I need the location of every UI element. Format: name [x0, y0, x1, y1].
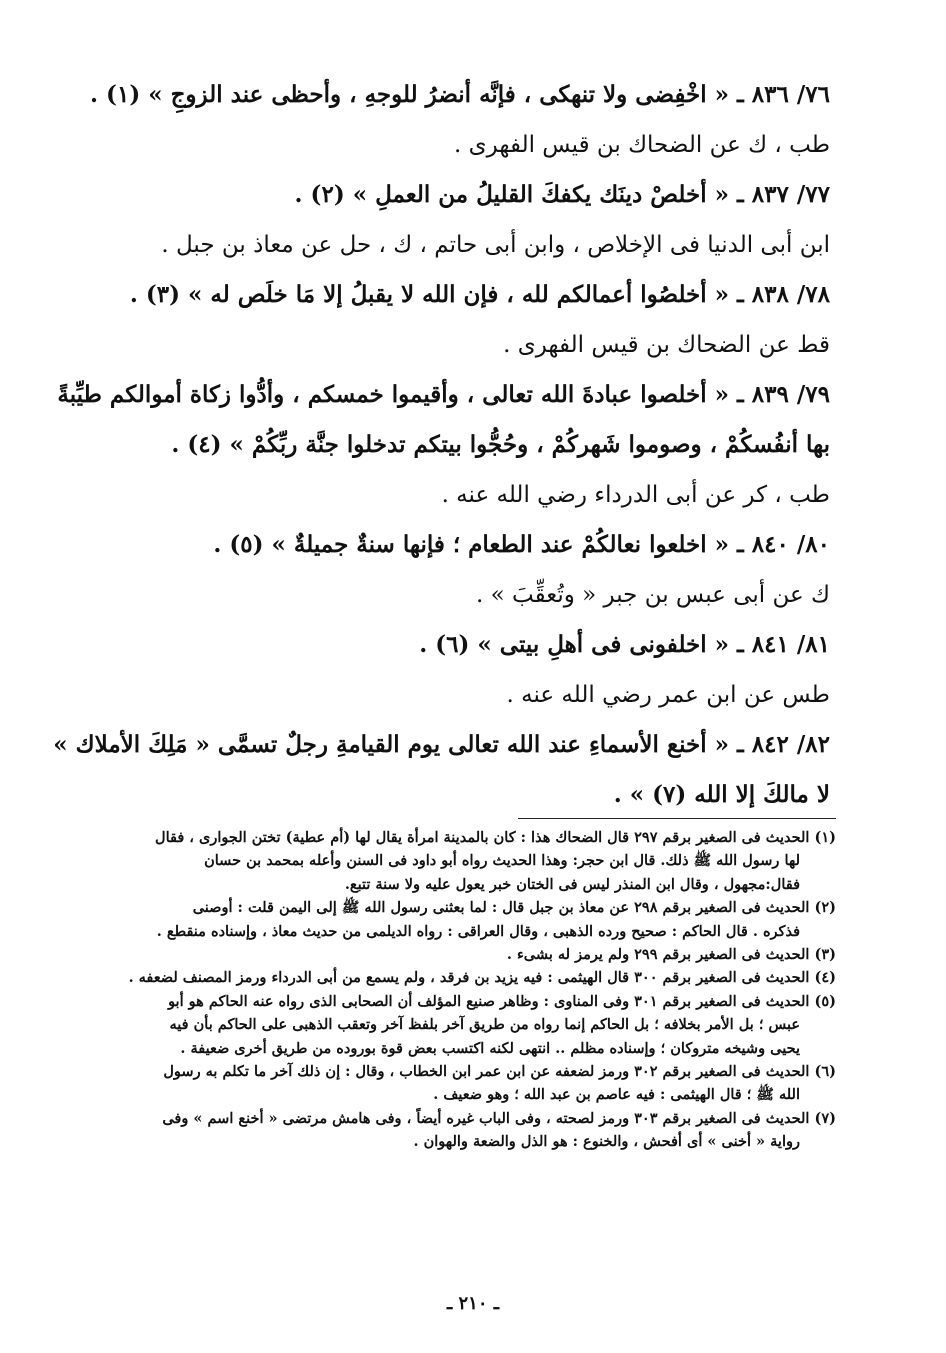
hadith-text	[53, 70, 830, 820]
footnote-line: (٧) الحديث فى الصغير برقم ٣٠٣ ورمز لصحته ، وفى الباب غيره أيضاً ، وفى هامش مرتضى « أخنع اسم » وفى	[162, 1109, 836, 1127]
source-836: طب ، ك عن الضحاك بن قيس الفهرى .	[454, 132, 830, 158]
hadith-837: ٧٧/ ٨٣٧ ـ « أخلصْ دينَك يكفكَ القليلُ من العملِ » (٢) .	[294, 181, 830, 208]
source-838: قط عن الضحاك بن قيس الفهرى .	[503, 332, 830, 358]
source-841: طس عن ابن عمر رضي الله عنه .	[506, 682, 830, 708]
hadith-838: ٧٨/ ٨٣٨ ـ « أخلصُوا أعمالكم لله ، فإن الله لا يقبلُ إلا مَا خلَص له » (٣) .	[129, 281, 830, 308]
footnote-line: (٤) الحديث فى الصغير برقم ٣٠٠ قال الهيثمى : فيه يزيد بن فرقد ، ولم يسمع من أبى الدرداء ورمز المصنف لضعفه .	[128, 969, 836, 987]
footnote-6	[100, 1060, 836, 1107]
footnote-line: فقال:مجهول ، وقال ابن المنذر ليس فى الختان خبر يعول عليه ولا سنة تتبع.	[344, 875, 800, 893]
hadith-842-line-2: لا مالكَ إلا الله (٧) » .	[613, 781, 830, 808]
footnote-line: فذكره . قال الحاكم : صحيح ورده الذهبى ، وقال العراقى : رواه الديلمى من حديث معاذ ، وإسناده منقطع .	[156, 922, 800, 940]
footnote-3	[100, 943, 836, 966]
footnote-line: يحيى وشيخه متروكان ؛ وإسناده مظلم .. انتهى لكنه اكتسب بعض قوة بوروده من طريق أخرى ضعيفة .	[180, 1039, 800, 1057]
hadith-836: ٧٦/ ٨٣٦ ـ « اخْفِضى ولا تنهكى ، فإنَّه أنضرُ للوجهِ ، وأحظى عند الزوجِ » (١) .	[90, 81, 830, 108]
footnote-line: (٥) الحديث فى الصغير برقم ٣٠١ وفى المناوى : وظاهر صنيع المؤلف أن الصحابى الذى رواه عنه الحاكم هو أبو	[168, 992, 836, 1010]
footnote-line: (١) الحديث فى الصغير برقم ٢٩٧ قال الضحاك هذا : كان بالمدينة امرأة يقال لها (أم عطية) تختن الجوارى ، فقال	[155, 829, 836, 846]
footnote-1	[100, 826, 836, 896]
hadith-841: ٨١/ ٨٤١ ـ « اخلفونى فى أهلِ بيتى » (٦) .	[419, 631, 830, 658]
footnote-line: رواية « أخنى » أى أفحش ، والخنوع : هو الذل والضعة والهوان .	[413, 1133, 800, 1151]
footnote-5	[100, 990, 836, 1060]
source-839: طب ، كر عن أبى الدرداء رضي الله عنه .	[441, 482, 830, 508]
footnote-4	[100, 966, 836, 989]
source-840: ك عن أبى عبس بن جبر « وتُعقِّبَ » .	[476, 582, 830, 608]
footnote-7	[100, 1107, 836, 1154]
hadith-839-line-1: ٧٩/ ٨٣٩ ـ « أخلصوا عبادةَ الله تعالى ، وأقيموا خمسكم ، وأدُّوا زكاة أموالكم طيِّبةً	[57, 381, 830, 408]
footnote-line: (٢) الحديث فى الصغير برقم ٢٩٨ عن معاذ بن جبل قال : لما بعثنى رسول الله ﷺ إلى اليمن قلت : أوصنى	[192, 899, 836, 917]
footnote-line: (٣) الحديث فى الصغير برقم ٢٩٩ ولم يرمز له بشىء .	[506, 946, 836, 964]
footnote-line: لها رسول الله ﷺ ذلك. قال ابن حجر: وهذا الحديث رواه أبو داود فى السنن وأعله بمحمد بن حسان	[204, 852, 800, 870]
footnote-line: الله ﷺ ؛ قال الهيثمى : فيه عاصم بن عبد الله ؛ وهو ضعيف .	[433, 1086, 800, 1104]
footnote-2	[100, 896, 836, 943]
footnote-line: (٦) الحديث فى الصغير برقم ٣٠٢ ورمز لضعفه عن ابن عمر ابن الخطاب ، وقال : إن ذلك آخر ما تكلم به رسول	[163, 1063, 836, 1081]
hadith-840: ٨٠/ ٨٤٠ ـ « اخلعوا نعالكُمْ عند الطعام ؛ فإنها سنةٌ جميلةٌ » (٥) .	[213, 531, 830, 558]
source-837: ابن أبى الدنيا فى الإخلاص ، وابن أبى حاتم ، ك ، حل عن معاذ بن جبل .	[161, 232, 830, 258]
hadith-842-line-1: ٨٢/ ٨٤٢ ـ « أخنع الأسماءِ عند الله تعالى يوم القيامةِ رجلٌ تسمَّى « مَلِكَ الأملاك »	[53, 731, 830, 758]
footnote-line: عبس ؛ بل الأمر بخلافه ؛ بل الحاكم إنما رواه من طريق آخر بلفظ آخر وتعقب الذهبى على الحاكم بأن فيه	[169, 1016, 800, 1034]
footnotes	[100, 826, 836, 1154]
hadith-839-line-2: بها أنفُسكُمْ ، وصوموا شَهركُمْ ، وحُجُّوا بيتكم تدخلوا جنَّة ربِّكُمْ » (٤) .	[171, 431, 830, 458]
footnote-divider	[518, 818, 836, 819]
page-number: ـ ٢١٠ ـ	[446, 1293, 500, 1314]
